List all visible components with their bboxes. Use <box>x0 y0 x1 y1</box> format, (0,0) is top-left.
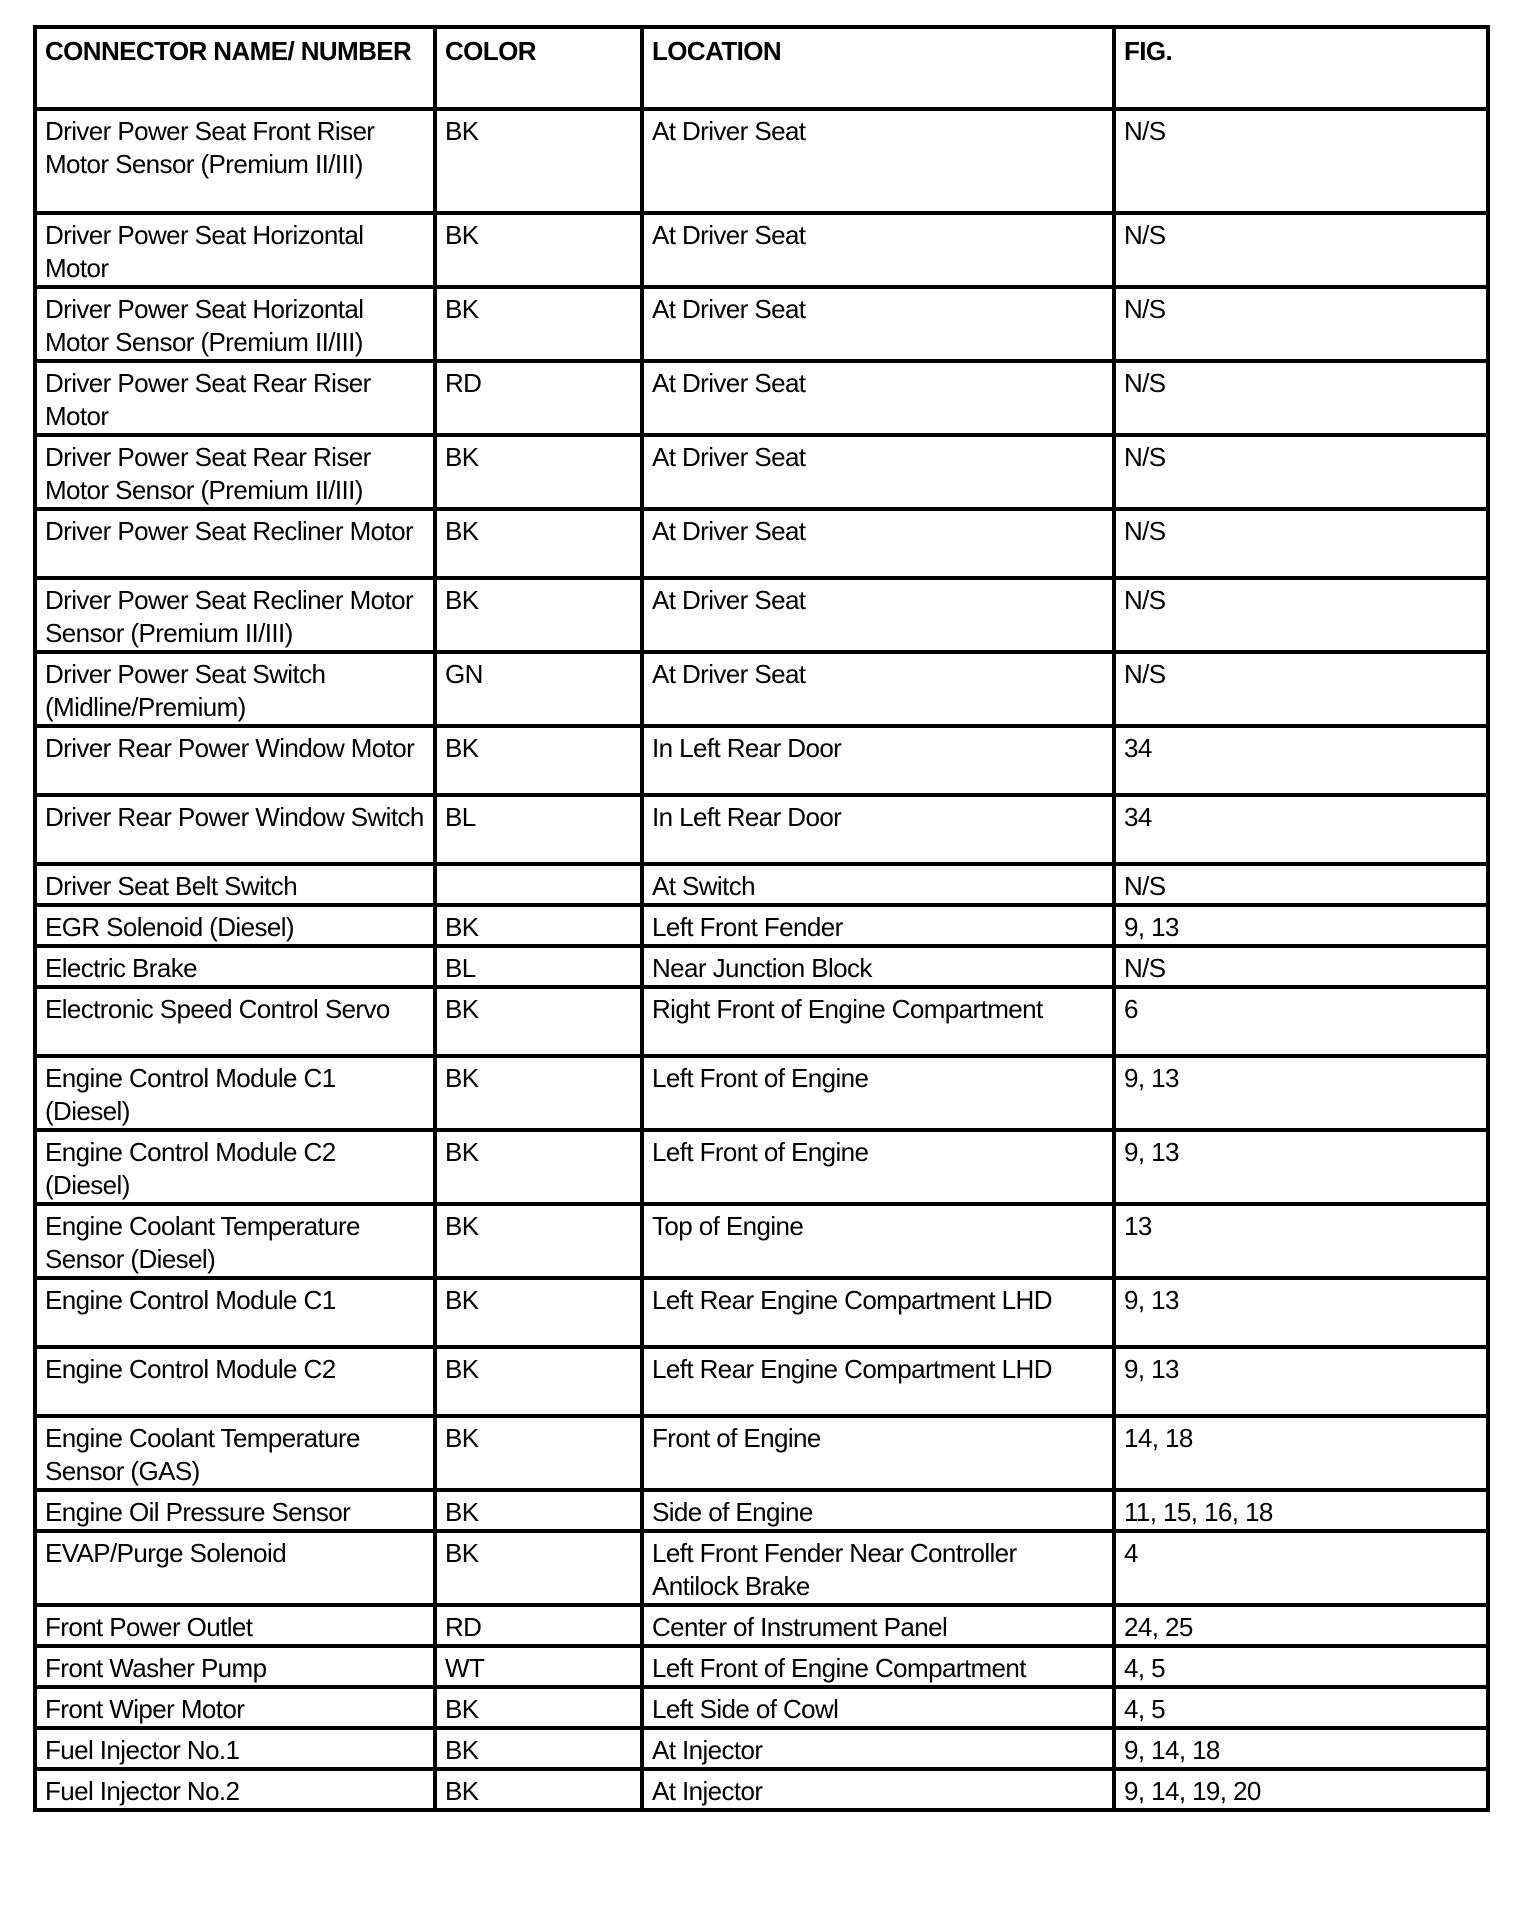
cell-location: In Left Rear Door <box>642 795 1114 864</box>
table-row <box>35 213 1488 287</box>
cell-fig: N/S <box>1114 864 1488 905</box>
cell-location: At Injector <box>642 1769 1114 1810</box>
cell-location: At Driver Seat <box>642 213 1114 287</box>
table-row <box>35 361 1488 435</box>
cell-connector-name: Driver Power Seat Switch (Midline/Premium) <box>35 652 435 726</box>
table-row <box>35 864 1488 905</box>
cell-location: Left Rear Engine Compartment LHD <box>642 1278 1114 1347</box>
header-row <box>35 27 1488 109</box>
cell-connector-name: Engine Control Module C1 (Diesel) <box>35 1056 435 1130</box>
cell-location: At Driver Seat <box>642 509 1114 578</box>
cell-connector-name: Engine Control Module C2 (Diesel) <box>35 1130 435 1204</box>
cell-connector-name: Electric Brake <box>35 946 435 987</box>
cell-fig: N/S <box>1114 652 1488 726</box>
cell-connector-name: Driver Rear Power Window Switch <box>35 795 435 864</box>
header-connector-name: CONNECTOR NAME/ NUMBER <box>35 27 435 109</box>
cell-color: BK <box>435 1056 642 1130</box>
cell-fig: 6 <box>1114 987 1488 1056</box>
header-color: COLOR <box>435 27 642 109</box>
cell-color: BK <box>435 1490 642 1531</box>
cell-color: BK <box>435 905 642 946</box>
cell-fig: 4, 5 <box>1114 1646 1488 1687</box>
cell-connector-name: Engine Control Module C1 <box>35 1278 435 1347</box>
cell-color: BL <box>435 795 642 864</box>
cell-location: Left Front of Engine Compartment <box>642 1646 1114 1687</box>
table-row <box>35 946 1488 987</box>
cell-fig: 9, 13 <box>1114 905 1488 946</box>
cell-fig: N/S <box>1114 361 1488 435</box>
header-fig: FIG. <box>1114 27 1488 109</box>
cell-color: BK <box>435 1204 642 1278</box>
table-row <box>35 1728 1488 1769</box>
table-row <box>35 287 1488 361</box>
cell-color: BK <box>435 213 642 287</box>
table-row <box>35 1531 1488 1605</box>
cell-color: BK <box>435 1416 642 1490</box>
cell-location: Front of Engine <box>642 1416 1114 1490</box>
cell-color <box>435 864 642 905</box>
cell-fig: N/S <box>1114 946 1488 987</box>
cell-connector-name: EGR Solenoid (Diesel) <box>35 905 435 946</box>
cell-fig: 9, 13 <box>1114 1347 1488 1416</box>
cell-fig: N/S <box>1114 287 1488 361</box>
table-row <box>35 1646 1488 1687</box>
cell-fig: N/S <box>1114 578 1488 652</box>
cell-color: BK <box>435 1728 642 1769</box>
connector-table <box>33 25 1490 1812</box>
cell-color: GN <box>435 652 642 726</box>
cell-location: At Driver Seat <box>642 435 1114 509</box>
cell-connector-name: Front Washer Pump <box>35 1646 435 1687</box>
cell-connector-name: Front Power Outlet <box>35 1605 435 1646</box>
cell-location: Left Side of Cowl <box>642 1687 1114 1728</box>
table-row <box>35 509 1488 578</box>
cell-connector-name: EVAP/Purge Solenoid <box>35 1531 435 1605</box>
cell-location: At Driver Seat <box>642 578 1114 652</box>
cell-connector-name: Driver Power Seat Recliner Motor <box>35 509 435 578</box>
table-row <box>35 1347 1488 1416</box>
cell-connector-name: Engine Control Module C2 <box>35 1347 435 1416</box>
cell-location: At Switch <box>642 864 1114 905</box>
cell-location: Right Front of Engine Compartment <box>642 987 1114 1056</box>
cell-connector-name: Engine Oil Pressure Sensor <box>35 1490 435 1531</box>
cell-location: At Driver Seat <box>642 652 1114 726</box>
cell-color: BK <box>435 1687 642 1728</box>
cell-fig: 11, 15, 16, 18 <box>1114 1490 1488 1531</box>
cell-fig: N/S <box>1114 109 1488 213</box>
cell-location: Left Front Fender Near Controller Antilock Brake <box>642 1531 1114 1605</box>
cell-fig: 9, 13 <box>1114 1130 1488 1204</box>
cell-location: Left Front of Engine <box>642 1056 1114 1130</box>
cell-connector-name: Driver Power Seat Front Riser Motor Sensor (Premium II/III) <box>35 109 435 213</box>
cell-fig: N/S <box>1114 509 1488 578</box>
cell-location: In Left Rear Door <box>642 726 1114 795</box>
cell-location: At Driver Seat <box>642 109 1114 213</box>
table-row <box>35 1490 1488 1531</box>
table-row <box>35 578 1488 652</box>
cell-connector-name: Engine Coolant Temperature Sensor (Diesel) <box>35 1204 435 1278</box>
table-row <box>35 987 1488 1056</box>
cell-location: Left Front Fender <box>642 905 1114 946</box>
table-row <box>35 109 1488 213</box>
cell-color: BK <box>435 987 642 1056</box>
cell-color: BK <box>435 435 642 509</box>
cell-location: At Driver Seat <box>642 287 1114 361</box>
cell-color: BK <box>435 1347 642 1416</box>
table-row <box>35 1687 1488 1728</box>
cell-connector-name: Fuel Injector No.1 <box>35 1728 435 1769</box>
table-row <box>35 1278 1488 1347</box>
cell-location: Near Junction Block <box>642 946 1114 987</box>
table-row <box>35 905 1488 946</box>
cell-fig: 14, 18 <box>1114 1416 1488 1490</box>
cell-color: WT <box>435 1646 642 1687</box>
cell-connector-name: Fuel Injector No.2 <box>35 1769 435 1810</box>
cell-fig: 34 <box>1114 795 1488 864</box>
cell-location: Left Rear Engine Compartment LHD <box>642 1347 1114 1416</box>
cell-color: BK <box>435 287 642 361</box>
cell-fig: 9, 13 <box>1114 1278 1488 1347</box>
cell-connector-name: Driver Power Seat Rear Riser Motor <box>35 361 435 435</box>
cell-fig: 9, 14, 18 <box>1114 1728 1488 1769</box>
table-row <box>35 726 1488 795</box>
cell-color: BK <box>435 726 642 795</box>
cell-color: BK <box>435 509 642 578</box>
cell-fig: N/S <box>1114 213 1488 287</box>
cell-connector-name: Driver Power Seat Rear Riser Motor Sensor (Premium II/III) <box>35 435 435 509</box>
table-row <box>35 652 1488 726</box>
table-row <box>35 795 1488 864</box>
cell-location: At Injector <box>642 1728 1114 1769</box>
cell-connector-name: Driver Rear Power Window Motor <box>35 726 435 795</box>
cell-color: BK <box>435 1769 642 1810</box>
table-row <box>35 1204 1488 1278</box>
cell-fig: N/S <box>1114 435 1488 509</box>
cell-color: BK <box>435 1278 642 1347</box>
table-row <box>35 1056 1488 1130</box>
cell-location: Top of Engine <box>642 1204 1114 1278</box>
cell-location: Center of Instrument Panel <box>642 1605 1114 1646</box>
cell-fig: 4, 5 <box>1114 1687 1488 1728</box>
cell-connector-name: Driver Seat Belt Switch <box>35 864 435 905</box>
cell-location: At Driver Seat <box>642 361 1114 435</box>
cell-color: BL <box>435 946 642 987</box>
table-row <box>35 1416 1488 1490</box>
cell-color: BK <box>435 1531 642 1605</box>
cell-connector-name: Driver Power Seat Recliner Motor Sensor (Premium II/III) <box>35 578 435 652</box>
cell-fig: 24, 25 <box>1114 1605 1488 1646</box>
table-row <box>35 1769 1488 1810</box>
cell-color: BK <box>435 109 642 213</box>
cell-color: RD <box>435 1605 642 1646</box>
cell-color: BK <box>435 1130 642 1204</box>
cell-color: RD <box>435 361 642 435</box>
cell-fig: 9, 14, 19, 20 <box>1114 1769 1488 1810</box>
table-row <box>35 1605 1488 1646</box>
cell-connector-name: Front Wiper Motor <box>35 1687 435 1728</box>
table-row <box>35 435 1488 509</box>
cell-fig: 34 <box>1114 726 1488 795</box>
cell-fig: 4 <box>1114 1531 1488 1605</box>
cell-connector-name: Driver Power Seat Horizontal Motor <box>35 213 435 287</box>
cell-fig: 13 <box>1114 1204 1488 1278</box>
cell-connector-name: Electronic Speed Control Servo <box>35 987 435 1056</box>
cell-color: BK <box>435 578 642 652</box>
cell-fig: 9, 13 <box>1114 1056 1488 1130</box>
cell-connector-name: Driver Power Seat Horizontal Motor Sensor (Premium II/III) <box>35 287 435 361</box>
header-location: LOCATION <box>642 27 1114 109</box>
cell-location: Left Front of Engine <box>642 1130 1114 1204</box>
table-row <box>35 1130 1488 1204</box>
cell-location: Side of Engine <box>642 1490 1114 1531</box>
cell-connector-name: Engine Coolant Temperature Sensor (GAS) <box>35 1416 435 1490</box>
